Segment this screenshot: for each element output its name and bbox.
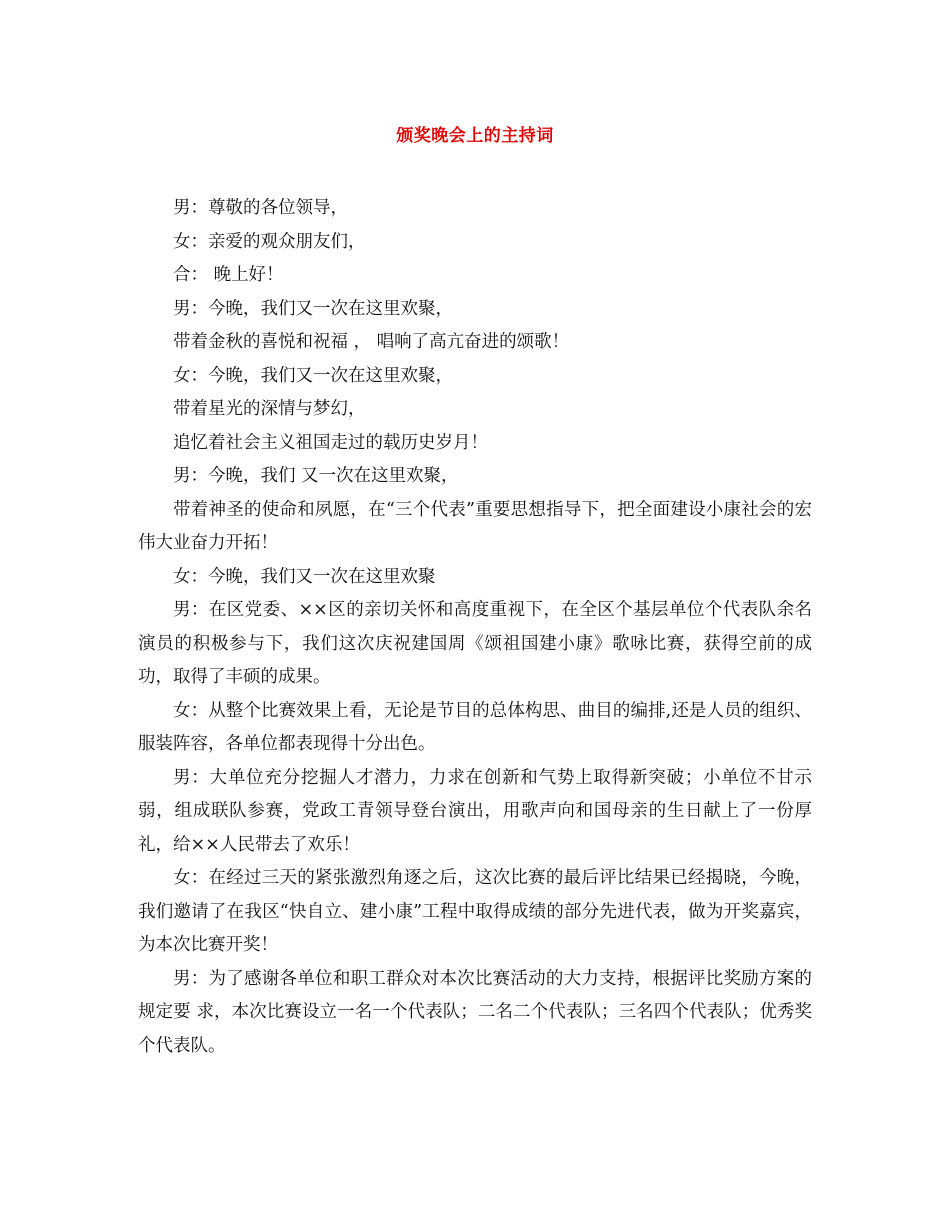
paragraph: 男：今晚，我们又一次在这里欢聚， <box>173 298 453 319</box>
paragraph: 男：今晚，我们 又一次在这里欢聚， <box>173 466 459 486</box>
paragraph: 追忆着社会主义祖国走过的载历史岁月！ <box>173 432 488 453</box>
paragraph: 女：今晚，我们又一次在这里欢聚， <box>173 365 453 386</box>
paragraph: 男：大单位充分挖掘人才潜力，力求在创新和气势上取得新突破；小单位不甘示弱，组成联队参赛，党政工青领导登台演出，用歌声向和国母亲的生日献上了一份厚礼，给××人民带去了欢乐！ <box>138 767 812 855</box>
paragraph: 带着星光的深情与梦幻， <box>173 399 366 419</box>
paragraph: 女：在经过三天的紧张激烈角逐之后，这次比赛的最后评比结果已经揭晓，今晚，我们邀请了在我区“快自立、建小康”工程中取得成绩的部分先进代表，做为开奖嘉宾，为本次比赛开奖！ <box>138 868 812 955</box>
paragraph: 女：今晚，我们又一次在这里欢聚 <box>173 566 436 587</box>
paragraph: 女：从整个比赛效果上看，无论是节目的总体构思、曲目的编排,还是人员的组织、服装阵容，各单位都表现得十分出色。 <box>138 700 812 754</box>
paragraph: 男：为了感谢各单位和职工群众对本次比赛活动的大力支持，根据评比奖励方案的规定要 求，本次比赛设立一名一个代表队；二名二个代表队；三名四个代表队；优秀奖个代表队。 <box>138 968 812 1056</box>
paragraph: 男：在区党委、××区的亲切关怀和高度重视下，在全区个基层单位个代表队余名演员的积极参与下，我们这次庆祝建国周《颂祖国建小康》歌咏比赛，获得空前的成功，取得了丰硕的成果。 <box>138 600 812 687</box>
document-title: 颁奖晚会上的主持词 <box>396 126 554 146</box>
document-body <box>138 192 812 1063</box>
paragraph: 带着金秋的喜悦和祝福 ， 唱响了高亢奋进的颂歌！ <box>173 332 570 352</box>
paragraph: 带着神圣的使命和夙愿，在“三个代表”重要思想指导下，把全面建设小康社会的宏伟大业奋力开拓！ <box>138 499 812 553</box>
paragraph: 合： 晚上好！ <box>173 265 284 285</box>
paragraph: 女：亲爱的观众朋友们， <box>173 231 366 252</box>
paragraph: 男：尊敬的各位领导， <box>173 198 348 218</box>
